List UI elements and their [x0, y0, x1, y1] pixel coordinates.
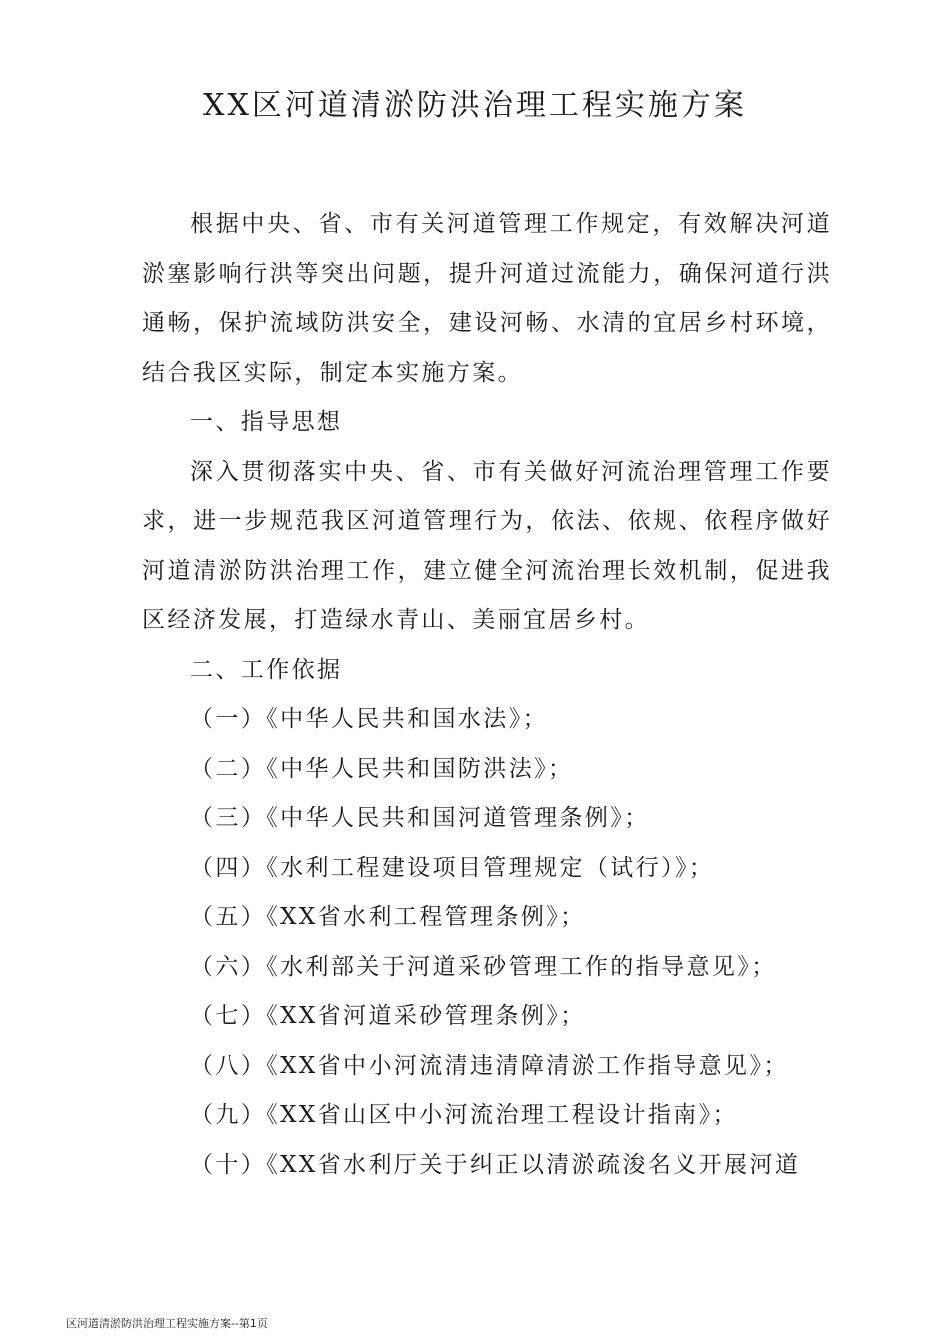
section-heading-guiding-ideology: 一、指导思想 — [190, 409, 343, 435]
list-item: （三）《中华人民共和国河道管理条例》； — [190, 805, 650, 831]
list-item: （二）《中华人民共和国防洪法》； — [190, 755, 574, 782]
section-heading-work-basis: 二、工作依据 — [190, 656, 343, 683]
page-footer: 区河道清淤防洪治理工程实施方案--第1页 — [66, 1317, 268, 1330]
list-item: （九）《XX省山区中小河流治理工程设计指南》； — [190, 1102, 738, 1128]
intro-paragraph: 根据中央、省、市有关河道管理工作规定，有效解决河道淤塞影响行洪等突出问题，提升河道过流能力，确保河道行洪通畅，保护流域防洪安全，建设河畅、水清的宜居乡村环境，结合我区实际，制定本实施方案。 — [142, 211, 832, 386]
work-basis-list — [142, 695, 832, 1190]
list-item: （十）《XX省水利厅关于纠正以清淤疏浚名义开展河道 — [190, 1151, 801, 1178]
document-title: XX区河道清淤防洪治理工程实施方案 — [203, 88, 747, 123]
list-item: （七）《XX省河道采砂管理条例》； — [190, 1003, 586, 1029]
guiding-ideology-paragraph: 深入贯彻落实中央、省、市有关做好河流治理管理工作要求，进一步规范我区河道管理行为，依法、依规、依程序做好河道清淤防洪治理工作，建立健全河流治理长效机制，促进我区经济发展，打造绿水青山、美丽宜居乡村。 — [142, 458, 832, 633]
list-item: （六）《水利部关于河道采砂管理工作的指导意见》； — [190, 953, 777, 980]
list-item: （一）《中华人民共和国水法》； — [190, 706, 548, 732]
list-item: （五）《XX省水利工程管理条例》； — [190, 904, 586, 930]
list-item: （八）《XX省中小河流清违清障清淤工作指导意见》； — [190, 1052, 789, 1079]
list-item: （四）《水利工程建设项目管理规定（试行）》； — [190, 854, 715, 881]
document-body — [142, 200, 832, 1190]
